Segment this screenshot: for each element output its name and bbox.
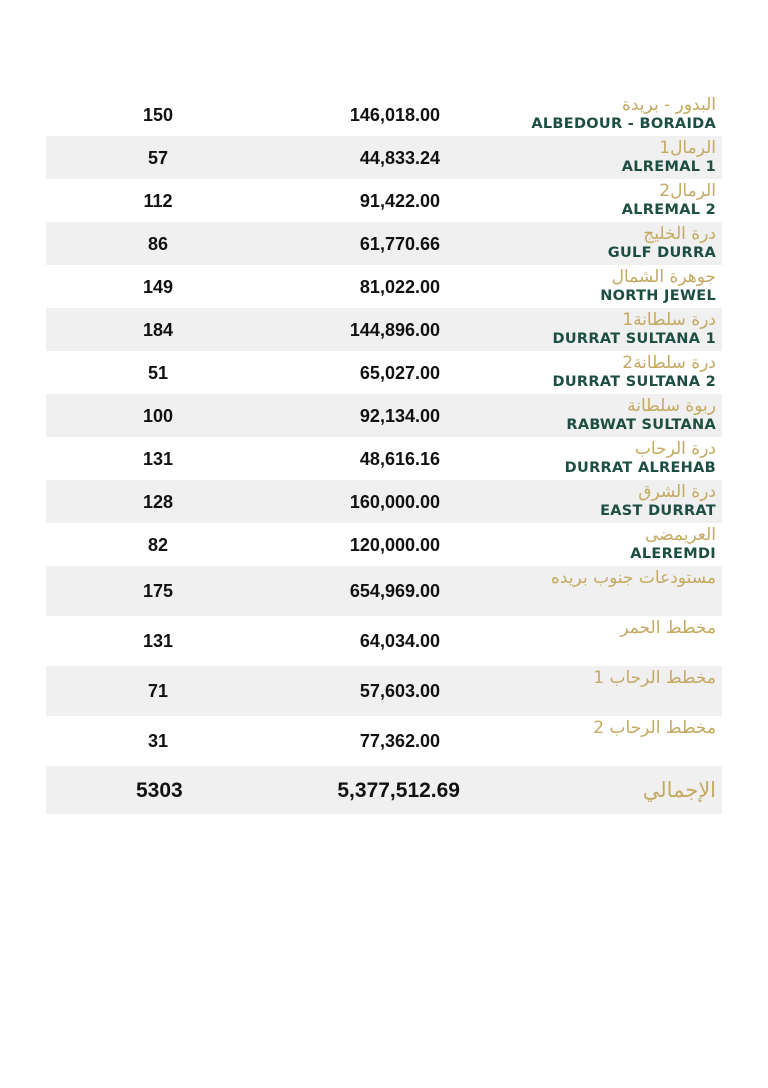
table-row <box>46 437 722 480</box>
project-name <box>416 667 716 689</box>
project-name-arabic: درة سلطانة1 <box>622 310 716 330</box>
project-name-english: DURRAT SULTANA 2 <box>552 374 716 390</box>
table-row <box>46 351 722 394</box>
amount-value: 65,027.00 <box>359 363 440 383</box>
amount-value: 61,770.66 <box>359 234 440 254</box>
project-name <box>416 223 716 262</box>
amount-value: 77,362.00 <box>359 731 440 751</box>
table-row <box>46 480 722 523</box>
total-label <box>416 767 716 813</box>
project-name-arabic: درة الرحاب <box>634 439 716 459</box>
amount-value: 654,969.00 <box>349 581 440 601</box>
unit-count: 184 <box>142 320 174 340</box>
project-name-english: ALEREMDI <box>630 546 716 562</box>
project-name-arabic: جوهرة الشمال <box>611 267 716 287</box>
unit-count: 71 <box>147 681 169 701</box>
unit-count: 82 <box>147 535 169 555</box>
table-row <box>46 93 722 136</box>
total-amount: 5,377,512.69 <box>337 779 460 802</box>
project-name-arabic: العريمضى <box>645 525 716 545</box>
table-row <box>46 616 722 666</box>
amount-value: 81,022.00 <box>359 277 440 297</box>
amount-value: 120,000.00 <box>349 535 440 555</box>
project-name <box>416 395 716 434</box>
unit-count: 100 <box>142 406 174 426</box>
project-name-arabic: مخطط الرحاب 1 <box>593 668 716 688</box>
project-name <box>416 137 716 176</box>
project-name-english: GULF DURRA <box>607 245 716 261</box>
project-name-english: DURRAT SULTANA 1 <box>552 331 716 347</box>
total-row <box>46 766 722 814</box>
amount-value: 44,833.24 <box>359 148 440 168</box>
table-row <box>46 179 722 222</box>
total-count: 5303 <box>136 779 183 802</box>
unit-count: 131 <box>142 449 174 469</box>
table-row <box>46 523 722 566</box>
project-name-arabic: الرمال1 <box>659 138 716 158</box>
unit-count: 57 <box>147 148 169 168</box>
unit-count: 131 <box>142 631 174 651</box>
project-name <box>416 524 716 563</box>
project-name-arabic: مستودعات جنوب بريده <box>551 568 716 588</box>
table-row <box>46 222 722 265</box>
project-name-english: NORTH JEWEL <box>600 288 716 304</box>
project-name <box>416 94 716 133</box>
project-name-arabic: درة سلطانة2 <box>622 353 716 373</box>
project-name-arabic: الرمال2 <box>659 181 716 201</box>
project-name <box>416 352 716 391</box>
amount-value: 64,034.00 <box>359 631 440 651</box>
project-name <box>416 481 716 520</box>
project-name <box>416 717 716 739</box>
table-row <box>46 566 722 616</box>
unit-count: 175 <box>142 581 174 601</box>
project-name-english: RABWAT SULTANA <box>566 417 716 433</box>
unit-count: 149 <box>142 277 174 297</box>
unit-count: 51 <box>147 363 169 383</box>
table-row <box>46 666 722 716</box>
project-name-english: ALREMAL 2 <box>621 202 716 218</box>
project-name-arabic: درة الخليج <box>643 224 716 244</box>
project-name-arabic: البدور - بريدة <box>622 95 716 115</box>
project-name-english: ALBEDOUR - BORAIDA <box>531 116 716 132</box>
project-name-english: DURRAT ALREHAB <box>564 460 716 476</box>
project-name <box>416 266 716 305</box>
table-row <box>46 136 722 179</box>
project-name <box>416 617 716 639</box>
project-name <box>416 309 716 348</box>
project-name-arabic: ربوة سلطانة <box>627 396 716 416</box>
project-name-arabic: درة الشرق <box>638 482 716 502</box>
unit-count: 112 <box>143 191 173 211</box>
unit-count: 150 <box>142 105 174 125</box>
projects-table <box>46 93 722 814</box>
unit-count: 128 <box>142 492 174 512</box>
total-label-arabic: الإجمالي <box>642 778 716 802</box>
project-name-english: EAST DURRAT <box>600 503 716 519</box>
unit-count: 31 <box>147 731 169 751</box>
amount-value: 146,018.00 <box>349 105 440 125</box>
table-row <box>46 716 722 766</box>
project-name-english: ALREMAL 1 <box>621 159 716 175</box>
amount-value: 57,603.00 <box>359 681 440 701</box>
project-name-arabic: مخطط الحمر <box>620 618 716 638</box>
project-name-arabic: مخطط الرحاب 2 <box>593 718 716 738</box>
table-row <box>46 394 722 437</box>
table-row <box>46 265 722 308</box>
table-row <box>46 308 722 351</box>
unit-count: 86 <box>147 234 169 254</box>
project-name <box>416 180 716 219</box>
amount-value: 160,000.00 <box>349 492 440 512</box>
amount-value: 48,616.16 <box>359 449 440 469</box>
amount-value: 91,422.00 <box>359 191 440 211</box>
amount-value: 92,134.00 <box>359 406 440 426</box>
project-name <box>416 567 716 589</box>
amount-value: 144,896.00 <box>349 320 440 340</box>
project-name <box>416 438 716 477</box>
